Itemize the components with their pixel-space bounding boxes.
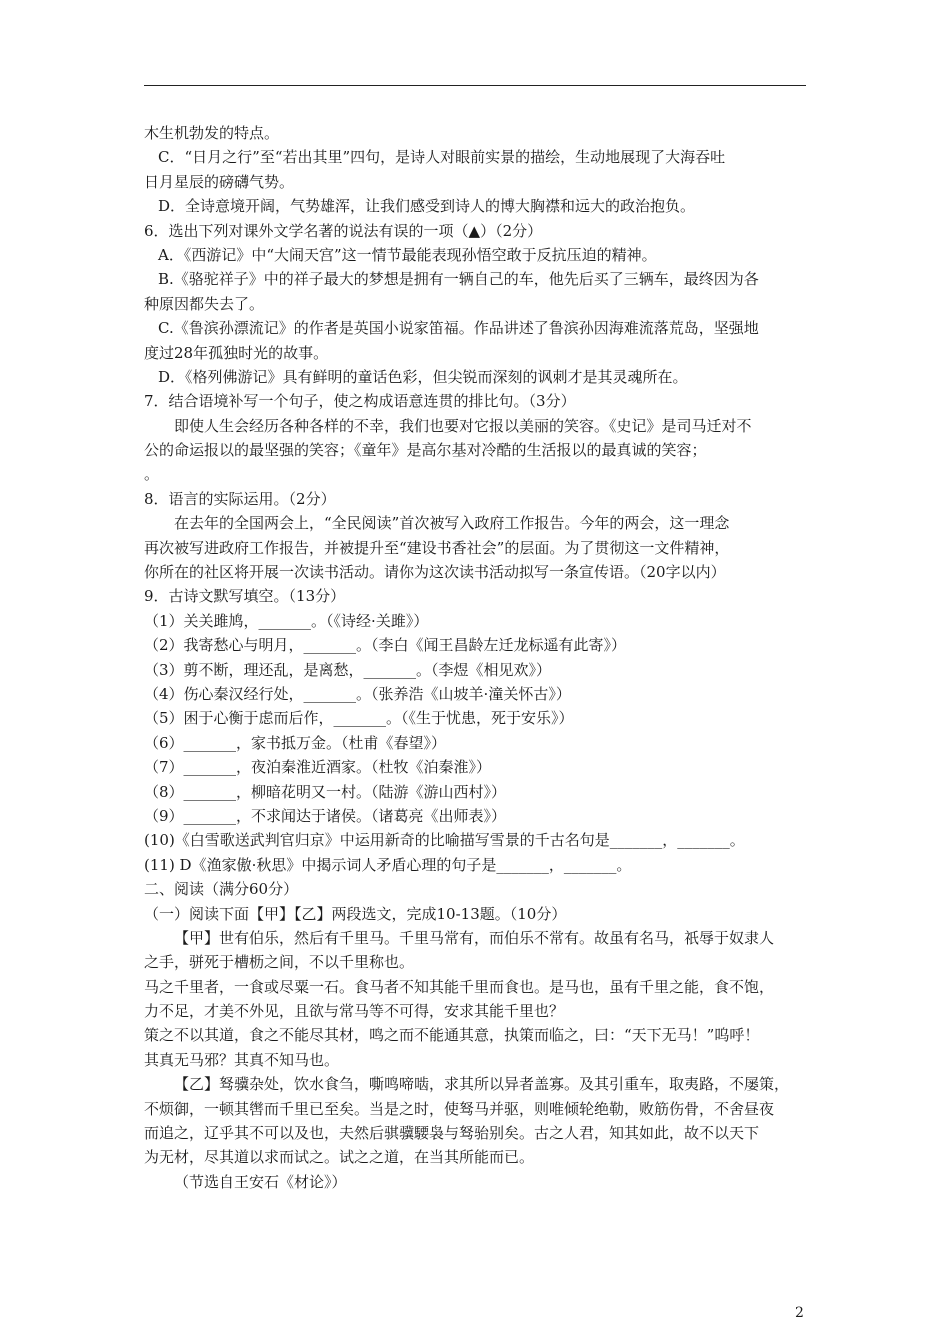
text-line: 【甲】世有伯乐，然后有千里马。千里马常有，而伯乐不常有。故虽有名马，祇辱于奴隶人 (174, 928, 775, 947)
text-line: （8）_______，柳暗花明又一村。（陆游《游山西村》） (144, 782, 507, 801)
text-line: 力不足，才美不外见，且欲与常马等不可得，安求其能千里也？ (144, 1002, 565, 1021)
text-line: C.《鲁滨孙漂流记》的作者是英国小说家笛福。作品讲述了鲁滨孙因海难流落荒岛，坚强地 (158, 319, 759, 338)
text-line: （一）阅读下面【甲】【乙】两段选文，完成10-13题。（10分） (144, 904, 567, 923)
text-line: 其真无马邪？其真不知马也。 (144, 1050, 340, 1069)
text-line: （节选自王安石《材论》） (174, 1172, 347, 1191)
page-number: 2 (795, 1305, 804, 1321)
text-line: 度过28年孤独时光的故事。 (144, 343, 329, 362)
text-line: （3）剪不断，理还乱，是离愁，_______。（李煜《相见欢》） (144, 660, 552, 679)
text-line: 为无材，尽其道以求而试之。试之之道，在当其所能而已。 (144, 1148, 535, 1167)
text-line: 8．语言的实际运用。（2分） (144, 489, 336, 508)
text-line: 之手，骈死于槽枥之间，不以千里称也。 (144, 953, 415, 972)
text-line: 你所在的社区将开展一次读书活动。请你为这次读书活动拟写一条宣传语。（20字以内） (144, 563, 726, 582)
header-rule (144, 85, 806, 86)
text-line: 不烦御，一顿其辔而千里已至矣。当是之时，使驽马并驱，则唯倾轮绝勒，败筋伤骨，不舍昼夜 (144, 1099, 775, 1118)
text-line: 策之不以其道，食之不能尽其材，鸣之而不能通其意，执策而临之，曰：“天下无马！”呜呼！ (144, 1026, 760, 1045)
text-line: 9．古诗文默写填空。（13分） (144, 587, 346, 606)
text-line: 二、阅读（满分60分） (144, 880, 299, 899)
text-line: （2）我寄愁心与明月，_______。（李白《闻王昌龄左迁龙标遥有此寄》） (144, 636, 627, 655)
text-line: 公的命运报以的最坚强的笑容；《童年》是高尔基对冷酷的生活报以的最真诚的笑容； (144, 441, 707, 460)
text-line: 再次被写进政府工作报告，并被提升至“建设书香社会”的层面。为了贯彻这一文件精神， (144, 538, 730, 557)
text-line: （6）_______，家书抵万金。（杜甫《春望》） (144, 733, 447, 752)
text-line: 【乙】驽骥杂处，饮水食刍，嘶鸣啼啮，求其所以异者盖寡。及其引重车，取夷路，不屡策， (174, 1075, 790, 1094)
page-body (144, 121, 808, 1194)
text-line: 即使人生会经历各种各样的不幸，我们也要对它报以美丽的笑容。《史记》是司马迁对不 (174, 416, 752, 435)
text-line: 木生机勃发的特点。 (144, 124, 280, 142)
text-line: （1）关关雎鸠，_______。（《诗经·关雎》） (144, 611, 429, 630)
text-line: 日月星辰的磅礴气势。 (144, 172, 295, 191)
text-line: A．《西游记》中“大闹天宫”这一情节最能表现孙悟空敢于反抗压迫的精神。 (158, 245, 657, 264)
text-line: D．《格列佛游记》具有鲜明的童话色彩，但尖锐而深刻的讽刺才是其灵魂所在。 (158, 367, 688, 386)
text-line: (10)《白雪歌送武判官归京》中运用新奇的比喻描写雪景的千古名句是_______，_______。 (144, 831, 745, 850)
text-line: （5）困于心衡于虑而后作，_______。（《生于忧患，死于安乐》） (144, 709, 574, 728)
text-line: 而追之，辽乎其不可以及也，夫然后骐骥騕袅与驽骀别矣。古之人君，知其如此，故不以天下 (144, 1124, 760, 1143)
text-line: 马之千里者，一食或尽粟一石。食马者不知其能千里而食也。是马也，虽有千里之能，食不饱， (144, 977, 775, 996)
text-line: 7．结合语境补写一个句子，使之构成语意连贯的排比句。（3分） (144, 392, 576, 411)
text-line: 种原因都失去了。 (144, 294, 265, 313)
text-line: （9）_______，不求闻达于诸侯。（诸葛亮《出师表》） (144, 806, 507, 825)
text-line: B.《骆驼祥子》中的祥子最大的梦想是拥有一辆自己的车，他先后买了三辆车，最终因为各 (158, 270, 759, 289)
text-line: 6．选出下列对课外文学名著的说法有误的一项（▲）（2分） (144, 221, 543, 240)
text-line: (11) D《渔家傲·秋思》中揭示词人矛盾心理的句子是_______，_______。 (144, 855, 632, 874)
text-line: 。 (144, 465, 160, 484)
text-line: 在去年的全国两会上，“全民阅读”首次被写入政府工作报告。今年的两会，这一理念 (174, 514, 730, 533)
text-line: C．“日月之行”至“若出其里”四句，是诗人对眼前实景的描绘，生动地展现了大海吞吐 (158, 148, 726, 167)
text-line: （7）_______，夜泊秦淮近酒家。（杜牧《泊秦淮》） (144, 758, 492, 777)
text-line: （4）伤心秦汉经行处，_______。（张养浩《山坡羊·潼关怀古》） (144, 684, 571, 703)
text-line: D．全诗意境开阔，气势雄浑，让我们感受到诗人的博大胸襟和远大的政治抱负。 (158, 197, 696, 216)
